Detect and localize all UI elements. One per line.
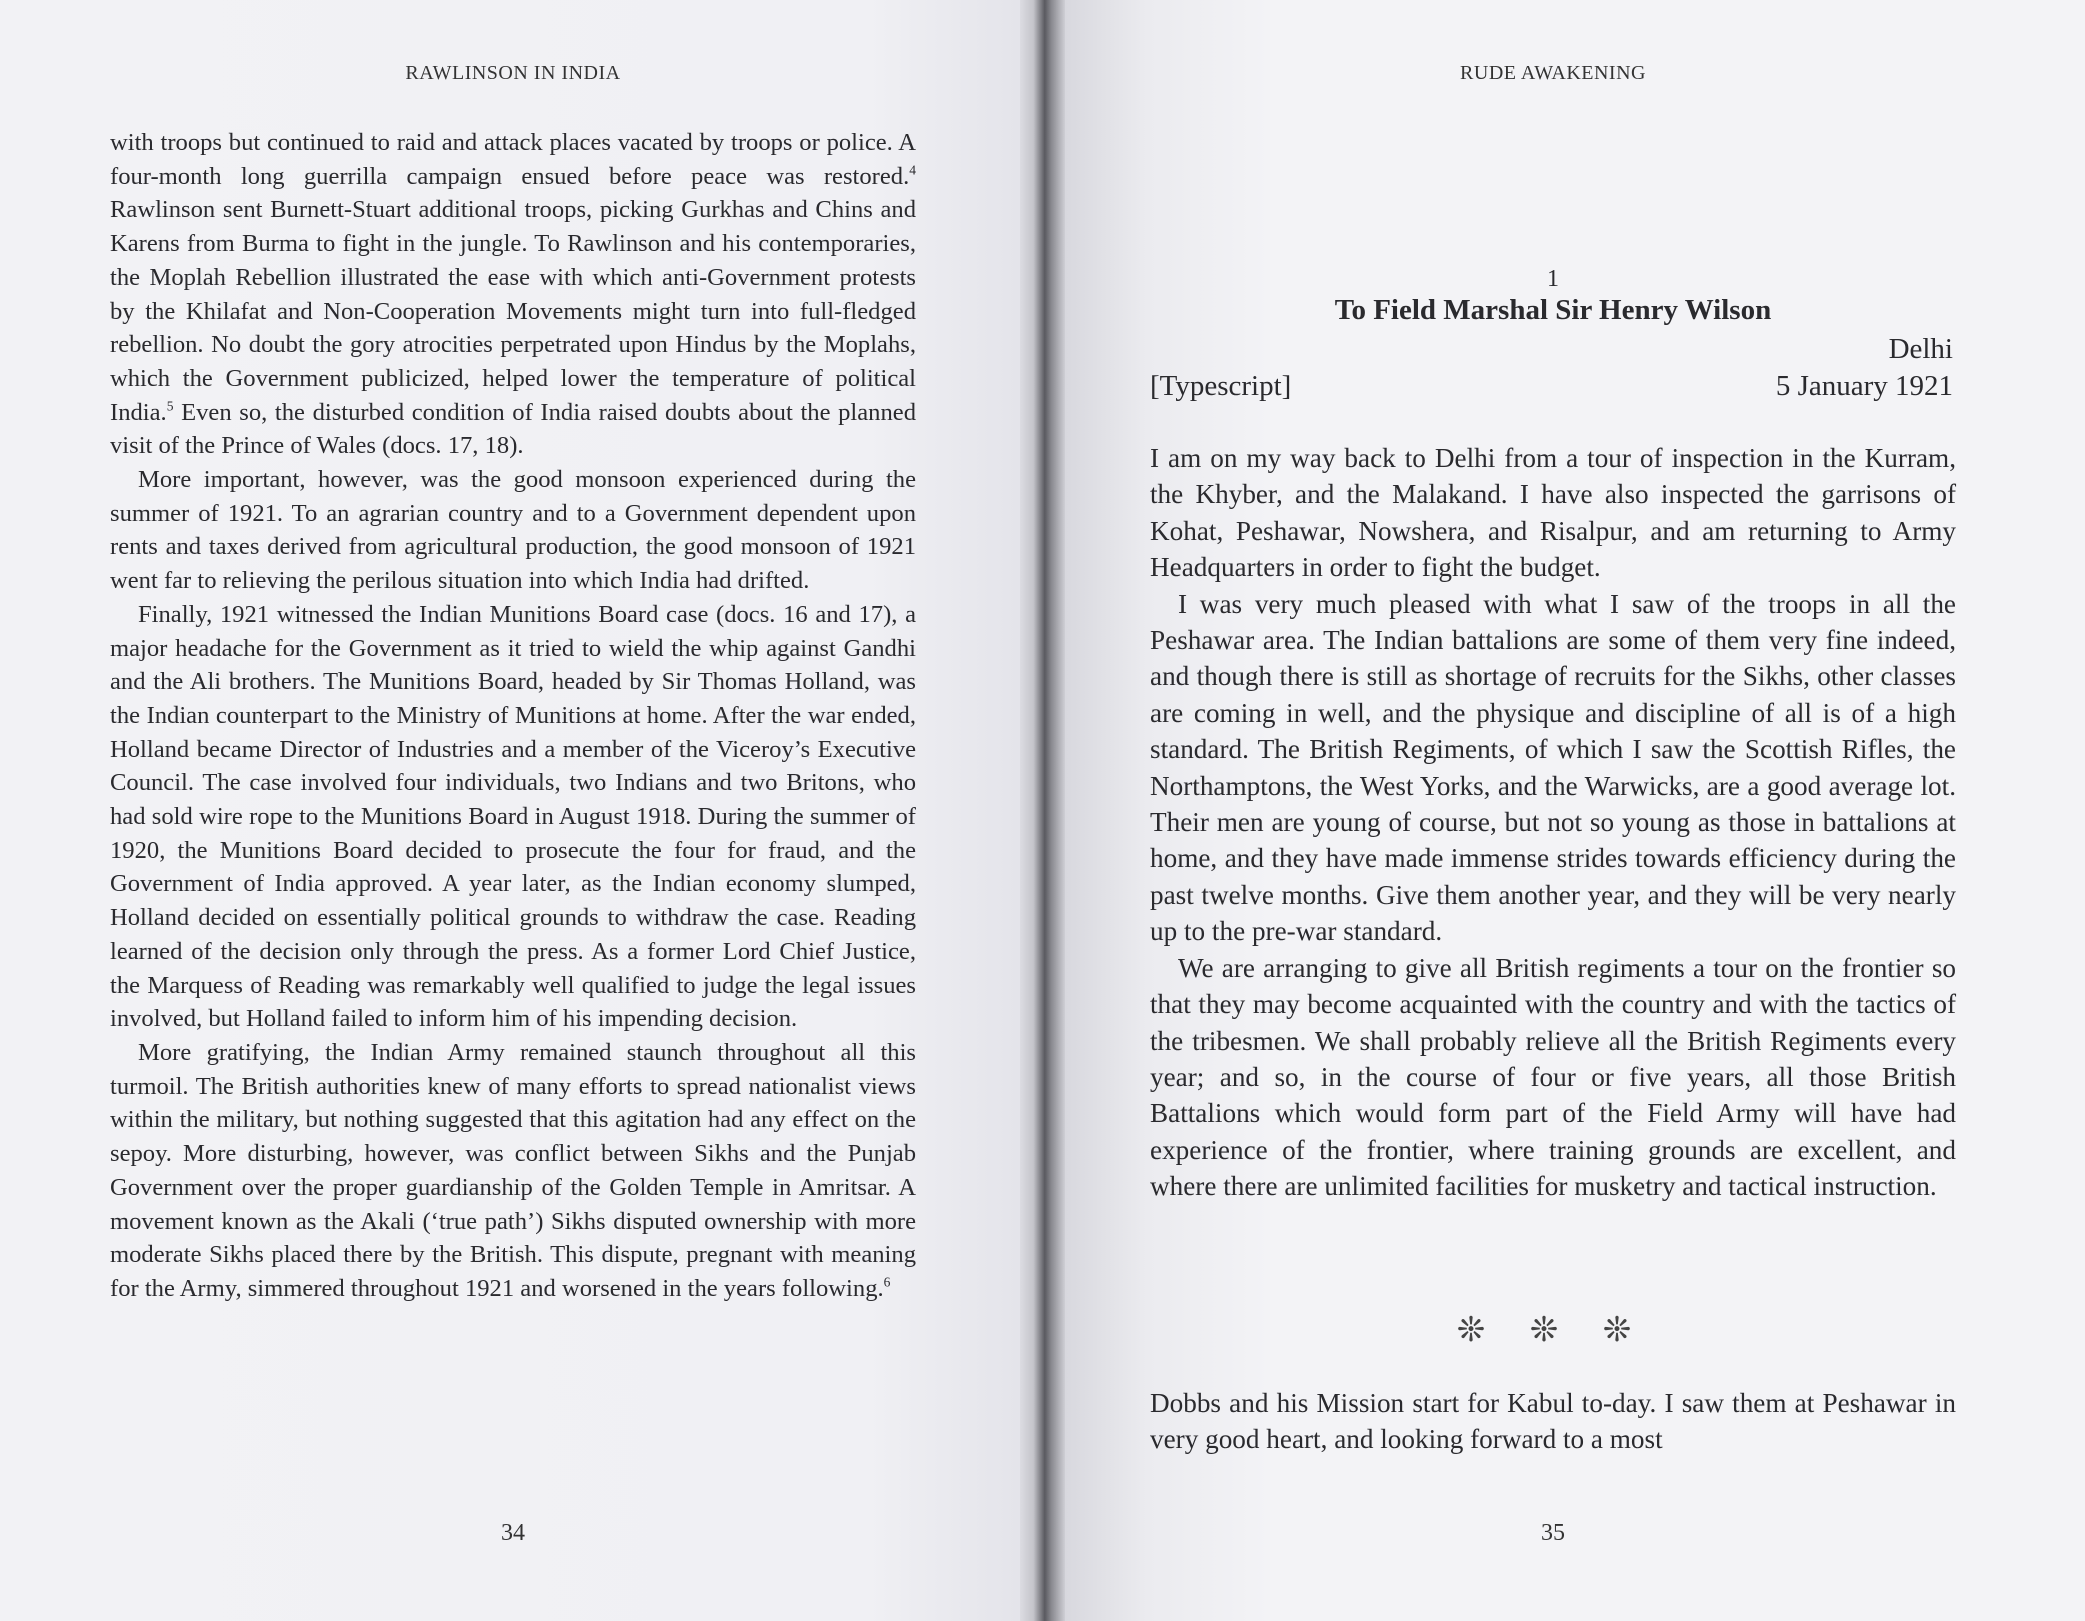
left-paragraph-2: More important, however, was the good monsoon experienced during the summer of 1921. To an agrarian country and to a Government dependent upon rents and taxes derived from agricultural production, the good monsoon of 1921 went far to relieving the perilous situation into which India had drifted. bbox=[110, 466, 916, 595]
left-body-text bbox=[110, 126, 916, 1306]
section-break-ornament: ❊ ❊ ❊ bbox=[1456, 1312, 1650, 1349]
running-head-left: RAWLINSON IN INDIA bbox=[405, 62, 621, 84]
book-gutter bbox=[1020, 0, 1065, 1621]
left-page bbox=[0, 0, 1020, 1621]
right-paragraph-4: Dobbs and his Mission start for Kabul to-day. I saw them at Peshawar in very good heart, and looking forward to a most bbox=[1150, 1388, 1956, 1455]
right-paragraph-2: I was very much pleased with what I saw of the troops in all the Peshawar area. The Indian battalions are some of them very fine indeed, and though there is still as shortage of recruits for the Sikhs, other classes are coming in well, and the physique and discipline of all is of a high standard. The British Regiments, of which I saw the Scottish Rifles, the Northamptons, the West Yorks, and the Warwicks, are a good average lot. Their men are young of course, but not so young as those in battalions at home, and they have made immense strides towards efficiency during the past twelve months. Give them another year, and they will be very nearly up to the pre-war standard. bbox=[1150, 588, 1956, 947]
page-number-right: 35 bbox=[1541, 1520, 1565, 1546]
left-paragraph-4-text: More gratifying, the Indian Army remained staunch throughout all this turmoil. The British authorities knew of many efforts to spread nationalist views within the military, but nothing suggested that this agitation had any effect on the sepoy. More disturbing, however, was conflict between Sikhs and the Punjab Government over the proper guardianship of the Golden Temple in Amritsar. A movement known as the Akali (‘true path’) Sikhs disputed ownership with more moderate Sikhs placed there by the British. This dispute, pregnant with meaning for the Army, simmered throughout 1921 and worsened in the years following. bbox=[110, 1038, 916, 1302]
letter-place: Delhi bbox=[1888, 333, 1953, 365]
left-paragraph-1-start: with troops but continued to raid and attack places vacated by troops or police. A four-month long guerrilla campaign ensued before peace was restored. bbox=[110, 129, 916, 190]
right-body-text bbox=[1150, 440, 1956, 1205]
left-paragraph-4 bbox=[110, 1036, 916, 1306]
left-paragraph-1-end: Even so, the disturbed condition of India raised doubts about the planned visit of the Prince of Wales (docs. 17, 18). bbox=[110, 398, 916, 460]
footnote-ref-5: 5 bbox=[166, 398, 174, 414]
right-paragraph-3: We are arranging to give all British regiments a tour on the frontier so that they may become acquainted with the country and with the tactics of the tribesmen. We shall probably relieve all the British Regiments every year; and so, in the course of four or five years, all those British Battalions which would form part of the Field Army will have had experience of the frontier, where training grounds are excellent, and where there are unlimited facilities for musketry and tactical instruction. bbox=[1150, 952, 1956, 1202]
page-number-left: 34 bbox=[501, 1520, 525, 1546]
right-body-text-continued bbox=[1150, 1385, 1956, 1458]
footnote-ref-4: 4 bbox=[909, 162, 916, 178]
letter-source: [Typescript] bbox=[1150, 370, 1292, 402]
document-number: 1 bbox=[1547, 266, 1559, 292]
left-paragraph-1-middle: Rawlinson sent Burnett-Stuart additional troops, picking Gurkhas and Chins and Karens from Burma to fight in the jungle. To Rawlinson and his contemporaries, the Moplah Rebellion illustrated the ease with which anti-Government protests by the Khilafat and Non-Cooperation Movements might turn into full-fledged rebellion. No doubt the gory atrocities perpetrated upon Hindus by the Moplahs, which the Government publicized, helped lower the temperature of political India. bbox=[110, 196, 916, 426]
right-paragraph-1: I am on my way back to Delhi from a tour of inspection in the Kurram, the Khyber, and the Malakand. I have also inspected the garrisons of Kohat, Peshawar, Nowshera, and Risalpur, and am returning to Army Headquarters in order to fight the budget. bbox=[1150, 443, 1956, 583]
left-paragraph-1 bbox=[110, 126, 916, 463]
document-title: To Field Marshal Sir Henry Wilson bbox=[1334, 294, 1772, 326]
footnote-ref-6: 6 bbox=[883, 1274, 891, 1290]
letter-date: 5 January 1921 bbox=[1775, 370, 1953, 402]
running-head-right: RUDE AWAKENING bbox=[1460, 62, 1646, 84]
left-paragraph-3: Finally, 1921 witnessed the Indian Munitions Board case (docs. 16 and 17), a major headache for the Government as it tried to wield the whip against Gandhi and the Ali brothers. The Munitions Board, headed by Sir Thomas Holland, was the Indian counterpart to the Ministry of Munitions at home. After the war ended, Holland became Director of Industries and a member of the Viceroy’s Executive Council. The case involved four individuals, two Indians and two Britons, who had sold wire rope to the Munitions Board in August 1918. During the summer of 1920, the Munitions Board decided to prosecute the four for fraud, and the Government of India approved. A year later, as the Indian economy slumped, Holland decided on essentially political grounds to withdraw the case. Reading learned of the decision only through the press. As a former Lord Chief Justice, the Marquess of Reading was remarkably well qualified to judge the legal issues involved, but Holland failed to inform him of his impending decision. bbox=[110, 600, 916, 1033]
